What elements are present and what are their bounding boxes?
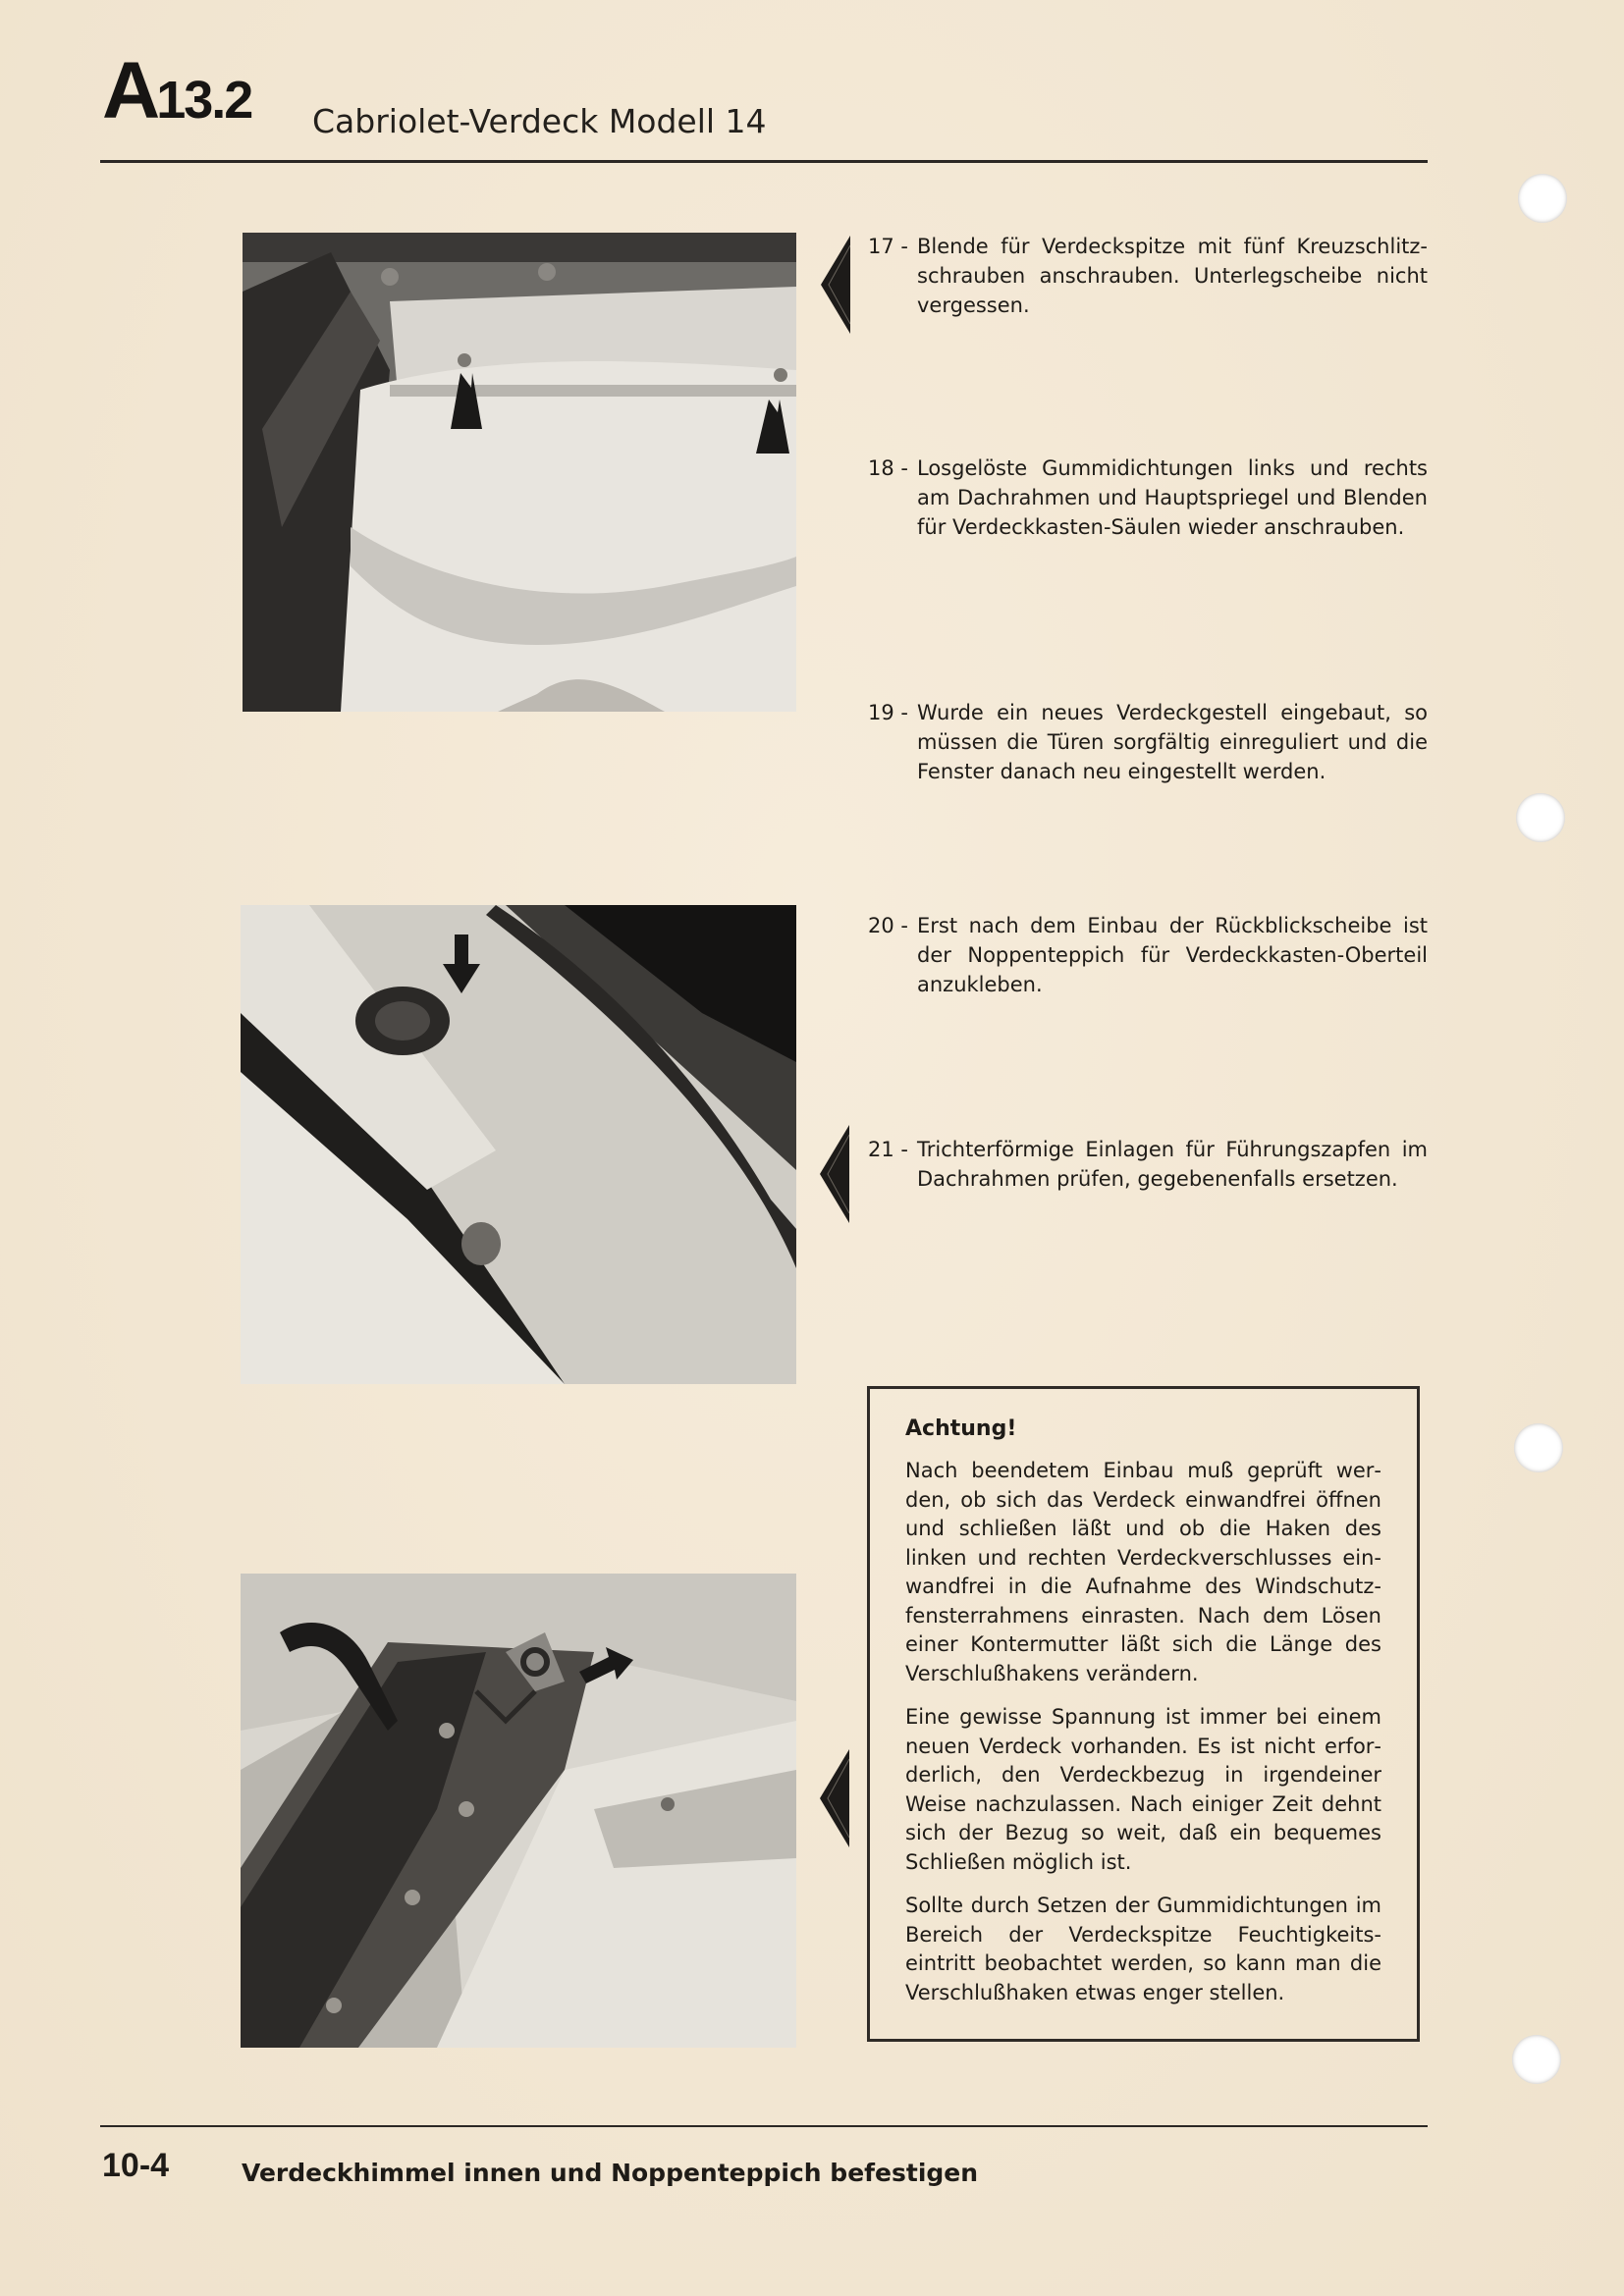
- step-17-text: Blende für Verdeckspitze mit fünf Kreuzschlitzschrauben anschrauben. Unterlegscheibe nicht vergessen.: [917, 235, 1428, 317]
- notice-heading: Achtung!: [905, 1416, 1017, 1441]
- notice-paragraph-1: Nach beendetem Einbau muß geprüft werden, ob sich das Verdeck einwandfrei öffnen und schließen läßt und ob die Haken des linken und rechten Verdeckverschlusses einwandfrei in die Aufnahme des Windschutzfensterrahmens einrasten. Nach dem Lösen einer Kontermutter läßt sich die Länge des Verschlußhakens verändern.: [905, 1459, 1381, 1685]
- step-18-text: Losgelöste Gummidichtungen links und rechts am Dachrahmen und Hauptspriegel und Blenden für Verdeckkasten-Säulen wieder anschrauben.: [917, 456, 1428, 539]
- notice-pointer-icon: [820, 1749, 849, 1847]
- section-code-letter: A: [102, 46, 157, 135]
- page-number: 10-4: [102, 2147, 170, 2184]
- step-17-pointer-icon: [821, 236, 850, 334]
- step-21: [868, 1135, 1428, 1194]
- notice-paragraph-2: Eine gewisse Spannung ist immer bei einem neuen Verdeck vorhanden. Es ist nicht erforderlich, den Verdeckbezug in irgendeiner Weise nachzulassen. Nach einiger Zeit dehnt sich der Bezug so weit, daß ein bequemes Schließen möglich ist.: [905, 1705, 1381, 1874]
- section-code-number: 13.2: [156, 71, 252, 130]
- photo-top-trim-screws: [243, 233, 796, 712]
- step-21-pointer-icon: [820, 1125, 849, 1223]
- punch-hole-3: [1514, 1423, 1563, 1472]
- section-code: [102, 45, 251, 137]
- step-20-number: 20 -: [868, 914, 908, 937]
- step-21-text: Trichterförmige Einlagen für Führungszapfen im Dachrahmen prüfen, gegebenenfalls ersetzen.: [917, 1138, 1428, 1191]
- step-17-number: 17 -: [868, 235, 908, 258]
- step-20-text: Erst nach dem Einbau der Rückblickscheibe ist der Noppenteppich für Verdeckkasten-Oberteil anzukleben.: [917, 914, 1428, 996]
- step-19: [868, 698, 1428, 786]
- footer-section-title: Verdeckhimmel innen und Noppenteppich befestigen: [242, 2159, 979, 2187]
- photo-guide-funnel: [241, 905, 796, 1384]
- punch-hole-2: [1516, 793, 1565, 842]
- notice-paragraph-3: Sollte durch Setzen der Gummidichtungen im Bereich der Verdeckspitze Feuchtigkeitseintritt beobachtet werden, so kann man die Verschlußhaken etwas enger stellen.: [905, 1894, 1381, 2004]
- header-divider: [100, 160, 1428, 163]
- punch-hole-4: [1512, 2035, 1561, 2084]
- step-18-number: 18 -: [868, 456, 908, 480]
- step-17: [868, 232, 1428, 320]
- step-21-number: 21 -: [868, 1138, 908, 1161]
- step-19-number: 19 -: [868, 701, 908, 724]
- step-18: [868, 454, 1428, 542]
- notice-box: [867, 1386, 1420, 2042]
- step-20: [868, 911, 1428, 999]
- footer-divider: [100, 2125, 1428, 2127]
- photo-lock-hook: [241, 1574, 796, 2048]
- punch-hole-1: [1518, 174, 1567, 223]
- step-19-text: Wurde ein neues Verdeckgestell eingebaut, so müssen die Türen sorgfältig einreguliert und die Fenster danach neu eingestellt werden.: [917, 701, 1428, 783]
- page-title: Cabriolet-Verdeck Modell 14: [312, 102, 767, 140]
